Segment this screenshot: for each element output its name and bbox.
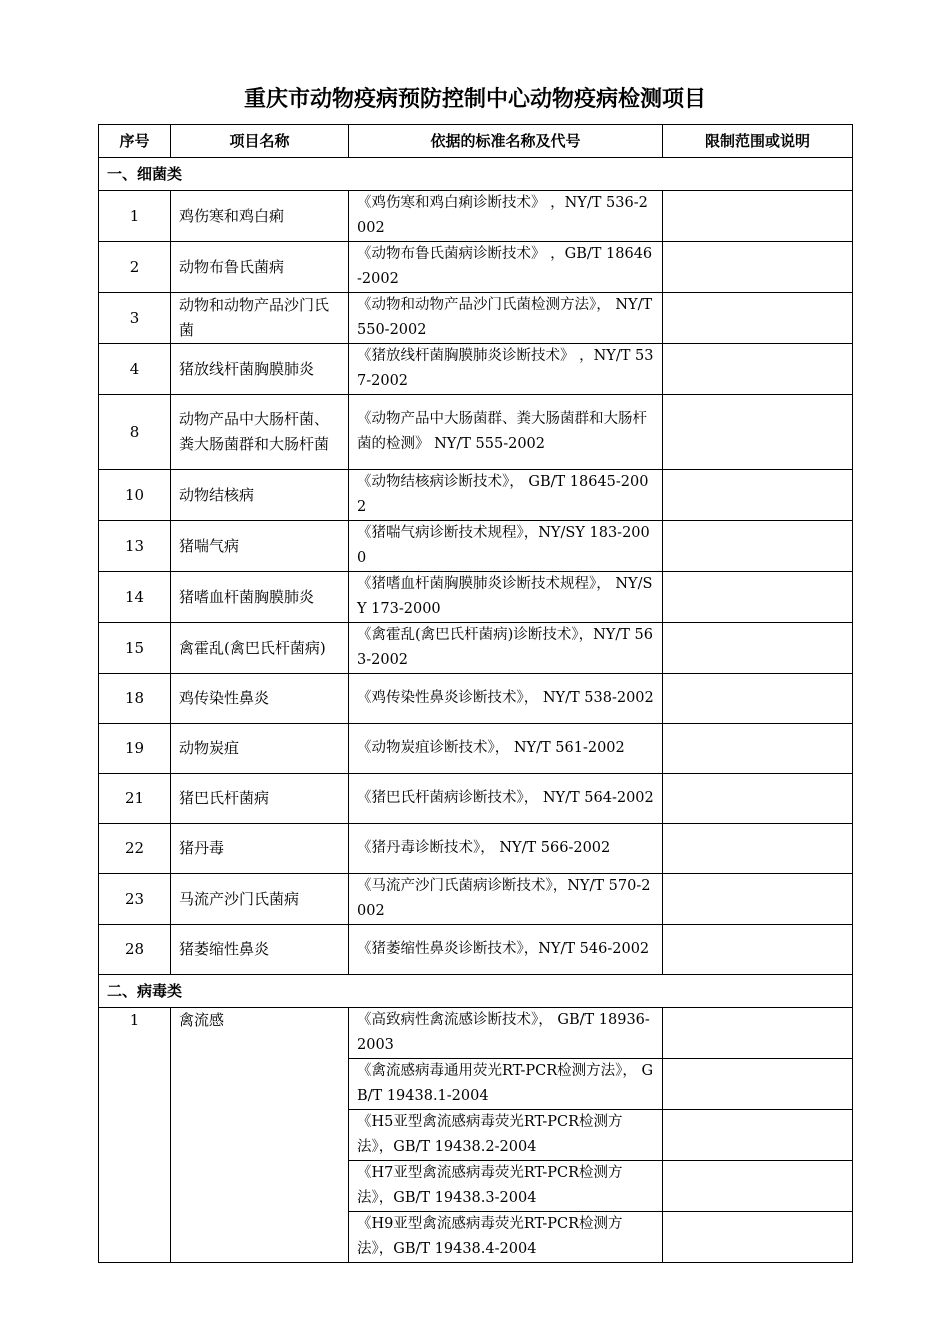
row-standard: 《鸡传染性鼻炎诊断技术》， NY/T 538-2002 [349,674,663,724]
row-serial: 3 [99,293,171,344]
row-standard: 《猪丹毒诊断技术》， NY/T 566-2002 [349,824,663,874]
row-standard: 《高致病性禽流感诊断技术》， GB/T 18936-2003 [349,1008,663,1059]
row-item-name: 动物炭疽 [171,724,349,774]
row-standard: 《H9亚型禽流感病毒荧光RT-PCR检测方法》，GB/T 19438.4-2004 [349,1212,663,1263]
table-row [99,925,853,975]
table-row [99,774,853,824]
header-standard: 依据的标准名称及代号 [349,125,663,158]
row-remarks [663,242,853,293]
table-row [99,242,853,293]
row-remarks [663,293,853,344]
row-remarks [663,344,853,395]
row-item-name: 猪萎缩性鼻炎 [171,925,349,975]
row-item-name: 鸡传染性鼻炎 [171,674,349,724]
row-remarks [663,674,853,724]
row-remarks [663,572,853,623]
row-serial: 23 [99,874,171,925]
row-remarks [663,470,853,521]
row-serial: 2 [99,242,171,293]
table-row [99,344,853,395]
row-serial: 28 [99,925,171,975]
row-serial: 21 [99,774,171,824]
row-remarks [663,724,853,774]
row-standard: 《马流产沙门氏菌病诊断技术》，NY/T 570-2002 [349,874,663,925]
table-header-row [99,125,853,158]
row-serial: 22 [99,824,171,874]
row-item-name: 动物结核病 [171,470,349,521]
row-serial: 13 [99,521,171,572]
row-serial: 4 [99,344,171,395]
section-label-virus: 二、病毒类 [99,975,853,1008]
row-serial: 18 [99,674,171,724]
row-remarks [663,521,853,572]
row-standard: 《猪放线杆菌胸膜肺炎诊断技术》 ，NY/T 537-2002 [349,344,663,395]
table-row [99,293,853,344]
row-standard: 《禽霍乱(禽巴氏杆菌病)诊断技术》，NY/T 563-2002 [349,623,663,674]
test-items-table [98,124,853,1263]
row-remarks [663,824,853,874]
row-standard: 《动物炭疽诊断技术》， NY/T 561-2002 [349,724,663,774]
row-item-name: 猪嗜血杆菌胸膜肺炎 [171,572,349,623]
row-standard: 《猪萎缩性鼻炎诊断技术》，NY/T 546-2002 [349,925,663,975]
table-row [99,521,853,572]
row-serial: 8 [99,395,171,470]
row-item-name: 猪放线杆菌胸膜肺炎 [171,344,349,395]
row-standard: 《猪嗜血杆菌胸膜肺炎诊断技术规程》， NY/SY 173-2000 [349,572,663,623]
row-remarks [663,1212,853,1263]
row-item-name: 猪喘气病 [171,521,349,572]
table-row [99,470,853,521]
row-serial: 19 [99,724,171,774]
row-serial: 10 [99,470,171,521]
row-serial: 1 [99,191,171,242]
row-serial: 1 [99,1008,171,1263]
header-serial: 序号 [99,125,171,158]
row-item-name: 动物布鲁氏菌病 [171,242,349,293]
header-item-name: 项目名称 [171,125,349,158]
row-item-name: 猪巴氏杆菌病 [171,774,349,824]
row-standard: 《禽流感病毒通用荧光RT-PCR检测方法》， GB/T 19438.1-2004 [349,1059,663,1110]
table-row [99,874,853,925]
row-remarks [663,395,853,470]
table-row [99,623,853,674]
row-serial: 14 [99,572,171,623]
row-item-name: 禽霍乱(禽巴氏杆菌病) [171,623,349,674]
table-row [99,1008,853,1059]
row-item-name: 动物和动物产品沙门氏菌 [171,293,349,344]
row-remarks [663,774,853,824]
row-standard: 《动物布鲁氏菌病诊断技术》 ，GB/T 18646-2002 [349,242,663,293]
header-remarks: 限制范围或说明 [663,125,853,158]
row-standard: 《猪巴氏杆菌病诊断技术》， NY/T 564-2002 [349,774,663,824]
page-title: 重庆市动物疫病预防控制中心动物疫病检测项目 [243,87,706,112]
row-standard: 《动物产品中大肠菌群、粪大肠菌群和大肠杆菌的检测》 NY/T 555-2002 [349,395,663,470]
row-remarks [663,191,853,242]
row-remarks [663,874,853,925]
table-row [99,824,853,874]
row-standard: 《H5亚型禽流感病毒荧光RT-PCR检测方法》，GB/T 19438.2-2004 [349,1110,663,1161]
table-row [99,395,853,470]
row-remarks [663,1161,853,1212]
table-row [99,572,853,623]
section-label-bacteria: 一、细菌类 [99,158,853,191]
row-item-name: 马流产沙门氏菌病 [171,874,349,925]
table-row [99,191,853,242]
row-remarks [663,925,853,975]
row-standard: 《H7亚型禽流感病毒荧光RT-PCR检测方法》，GB/T 19438.3-2004 [349,1161,663,1212]
row-item-name: 禽流感 [171,1008,349,1263]
row-remarks [663,1008,853,1059]
row-standard: 《鸡伤寒和鸡白痢诊断技术》 ，NY/T 536-2002 [349,191,663,242]
row-standard: 《动物和动物产品沙门氏菌检测方法》， NY/T 550-2002 [349,293,663,344]
row-remarks [663,1059,853,1110]
table-body [99,158,853,1263]
row-remarks [663,623,853,674]
row-standard: 《猪喘气病诊断技术规程》，NY/SY 183-2000 [349,521,663,572]
table-row [99,674,853,724]
row-remarks [663,1110,853,1161]
row-item-name: 鸡伤寒和鸡白痢 [171,191,349,242]
section-row-virus [99,975,853,1008]
section-row-bacteria [99,158,853,191]
row-standard: 《动物结核病诊断技术》， GB/T 18645-2002 [349,470,663,521]
row-serial: 15 [99,623,171,674]
row-item-name: 猪丹毒 [171,824,349,874]
row-item-name: 动物产品中大肠杆菌、粪大肠菌群和大肠杆菌 [171,395,349,470]
table-row [99,724,853,774]
